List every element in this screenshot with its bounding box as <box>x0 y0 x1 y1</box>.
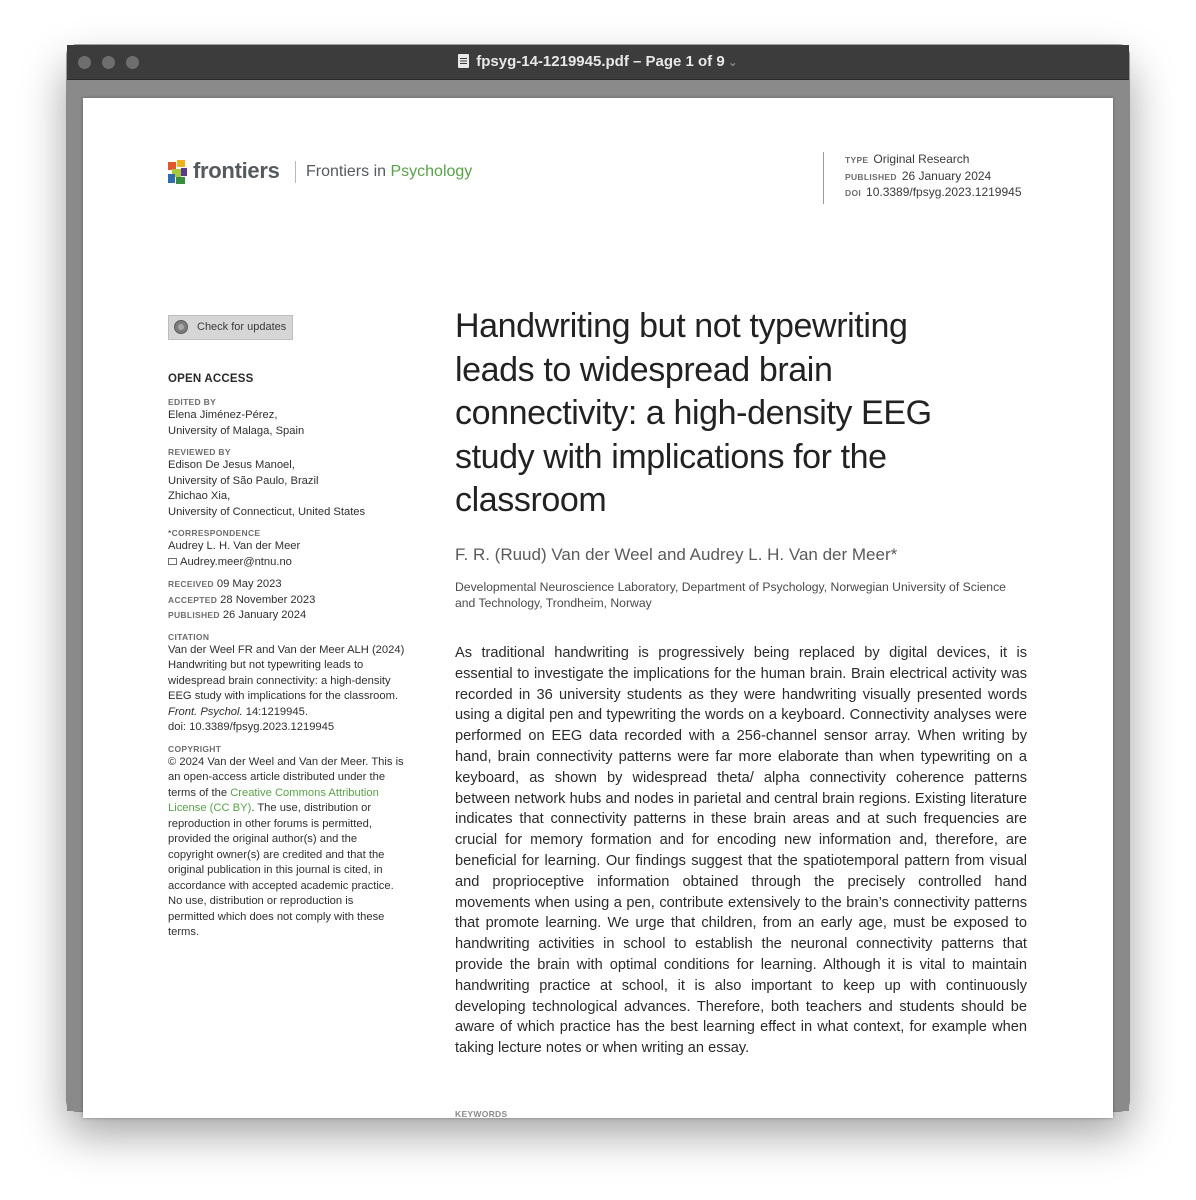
article-title-line: classroom <box>455 481 607 519</box>
citation-volume: 14:1219945. <box>242 705 308 718</box>
doi-key: DOI <box>845 188 862 198</box>
document-viewport[interactable] <box>67 80 1129 1119</box>
received-date: 09 May 2023 <box>216 578 282 590</box>
journal-field: Psychology <box>390 163 473 180</box>
citation-line: widespread brain connectivity: a high-density <box>168 674 391 687</box>
editor-name: Elena Jiménez-Pérez, <box>168 409 278 421</box>
copyright-line: No use, distribution or reproduction is <box>168 895 354 907</box>
reviewer-line: University of Connecticut, United States <box>168 505 366 518</box>
check-for-updates-label: Check for updates <box>197 321 287 333</box>
frontiers-logo-icon <box>168 160 188 184</box>
citation-doi[interactable]: doi: 10.3389/fpsyg.2023.1219945 <box>168 721 335 733</box>
citation-line: EEG study with implications for the classroom. <box>168 690 399 702</box>
correspondence-email[interactable]: Audrey.meer@ntnu.no <box>180 555 292 568</box>
reviewer-line: Zhichao Xia, <box>168 490 231 502</box>
published-key: PUBLISHED <box>845 171 897 182</box>
article-meta <box>823 152 1022 204</box>
article-abstract: As traditional handwriting is progressively being replaced by digital devices, it is essential to investigate the implications for the human brain. Brain electrical activity was recorded in 36 university students as they were handwriting visually presented words using a digital pen and typewriting the words on a keyboard. Connectivity analyses were performed on EEG data recorded with a 256-channel sensor array. When writing by hand, brain connectivity patterns were far more elaborate than when typewriting on a keyboard, as shown by widespread theta/ alpha connectivity coherence patterns between network hubs and nodes in parietal and central brain regions. Existing literature indicates that connectivity patterns in these brain areas and at such frequencies are crucial for memory formation and for encoding new information and, therefore, are beneficial for learning. Our findings suggest that the spatiotemporal pattern from visual and proprioceptive information obtained through the precisely controlled hand movements when using a pen, contribute extensively to the brain’s connectivity patterns that promote learning. We urge that children, from an early age, must be exposed to handwriting activities in school to establish the neuronal connectivity patterns that provide the brain with optimal conditions for learning. Although it is vital to maintain handwriting practice at school, it is also important to keep up with continuously developing technological advances. Therefore, both teachers and students should be aware of which practice has the best learning effect in what context, for example when taking lecture notes or when writing an essay. <box>455 645 1027 1057</box>
affiliation-line: Developmental Neuroscience Laboratory, Department of Psychology, Norwegian University of Science <box>455 580 1006 594</box>
open-access-label: OPEN ACCESS <box>168 373 254 385</box>
article-title-line: connectivity: a high-density EEG <box>455 394 932 432</box>
copyright-line: . The use, distribution or <box>251 802 372 814</box>
article-affiliation <box>455 579 1035 611</box>
copyright-line: permitted which does not comply with these <box>168 910 385 923</box>
chevron-down-icon[interactable]: ⌄ <box>727 55 738 69</box>
license-link[interactable]: Creative Commons Attribution <box>230 786 379 799</box>
received-key: RECEIVED <box>168 579 214 589</box>
copyright-line: original publication in this journal is cited, in <box>168 864 383 876</box>
accepted-date: 28 November 2023 <box>220 593 316 606</box>
type-key: TYPE <box>845 155 869 165</box>
update-icon <box>174 320 188 334</box>
reviewer-line: Edison De Jesus Manoel, <box>168 459 295 471</box>
copyright-line: provided the original author(s) and the <box>168 833 358 845</box>
journal-prefix: Frontiers in <box>306 163 387 180</box>
copyright-line: reproduction in other forums is permitted, <box>168 817 372 830</box>
published-value: 26 January 2024 <box>901 168 992 183</box>
correspondence-heading: *CORRESPONDENCE <box>168 528 261 538</box>
published-key-sidebar: PUBLISHED <box>168 610 220 620</box>
window-title[interactable] <box>67 53 1129 70</box>
reviewed-by-heading: REVIEWED BY <box>168 447 231 457</box>
editor-affiliation: University of Malaga, Spain <box>168 424 305 437</box>
edited-by-heading: EDITED BY <box>168 397 217 407</box>
copyright-line: copyright owner(s) are credited and that the <box>168 848 385 861</box>
accepted-key: ACCEPTED <box>168 594 218 605</box>
reviewer-line: University of São Paulo, Brazil <box>168 474 319 487</box>
doi-value[interactable]: 10.3389/fpsyg.2023.1219945 <box>866 185 1022 199</box>
correspondence-name: Audrey L. H. Van der Meer <box>168 540 301 552</box>
citation-line: Van der Weel FR and Van der Meer ALH (2024) <box>168 643 405 656</box>
pdf-viewer-window <box>67 45 1129 1119</box>
copyright-line: terms of the <box>168 786 231 799</box>
article-authors: F. R. (Ruud) Van der Weel and Audrey L. H. Van der Meer* <box>455 545 898 564</box>
logo-divider <box>295 161 296 183</box>
copyright-line: an open-access article distributed under the <box>168 771 386 783</box>
document-icon <box>458 54 469 68</box>
affiliation-line: and Technology, Trondheim, Norway <box>455 596 652 610</box>
citation-journal: Front. Psychol. <box>168 705 243 718</box>
keywords-heading-partial: KEYWORDS <box>455 1109 508 1119</box>
copyright-line: terms. <box>168 926 200 938</box>
pdf-page <box>83 98 1113 1118</box>
journal-name <box>306 163 472 181</box>
logo-wordmark: frontiers <box>193 158 280 183</box>
published-date: 26 January 2024 <box>222 609 307 621</box>
check-for-updates-button[interactable] <box>168 315 293 340</box>
license-link-cc-by[interactable]: License (CC BY) <box>168 802 252 814</box>
copyright-heading: COPYRIGHT <box>168 743 222 754</box>
article-title-line: leads to widespread brain <box>455 350 833 389</box>
citation-heading: CITATION <box>168 631 210 642</box>
type-value: Original Research <box>873 152 970 166</box>
article-title-line: study with implications for the <box>455 437 887 476</box>
citation-line: Handwriting but not typewriting leads to <box>168 659 364 671</box>
window-title-text: fpsyg-14-1219945.pdf – Page 1 of 9 <box>476 53 725 70</box>
copyright-line: © 2024 Van der Weel and Van der Meer. This is <box>168 755 404 768</box>
title-bar[interactable] <box>67 45 1129 80</box>
article-sidebar <box>168 373 430 941</box>
article-title-line: Handwriting but not typewriting <box>455 307 908 345</box>
article-title <box>455 305 1025 523</box>
mail-icon <box>168 558 177 565</box>
copyright-line: accordance with accepted academic practice. <box>168 879 394 892</box>
